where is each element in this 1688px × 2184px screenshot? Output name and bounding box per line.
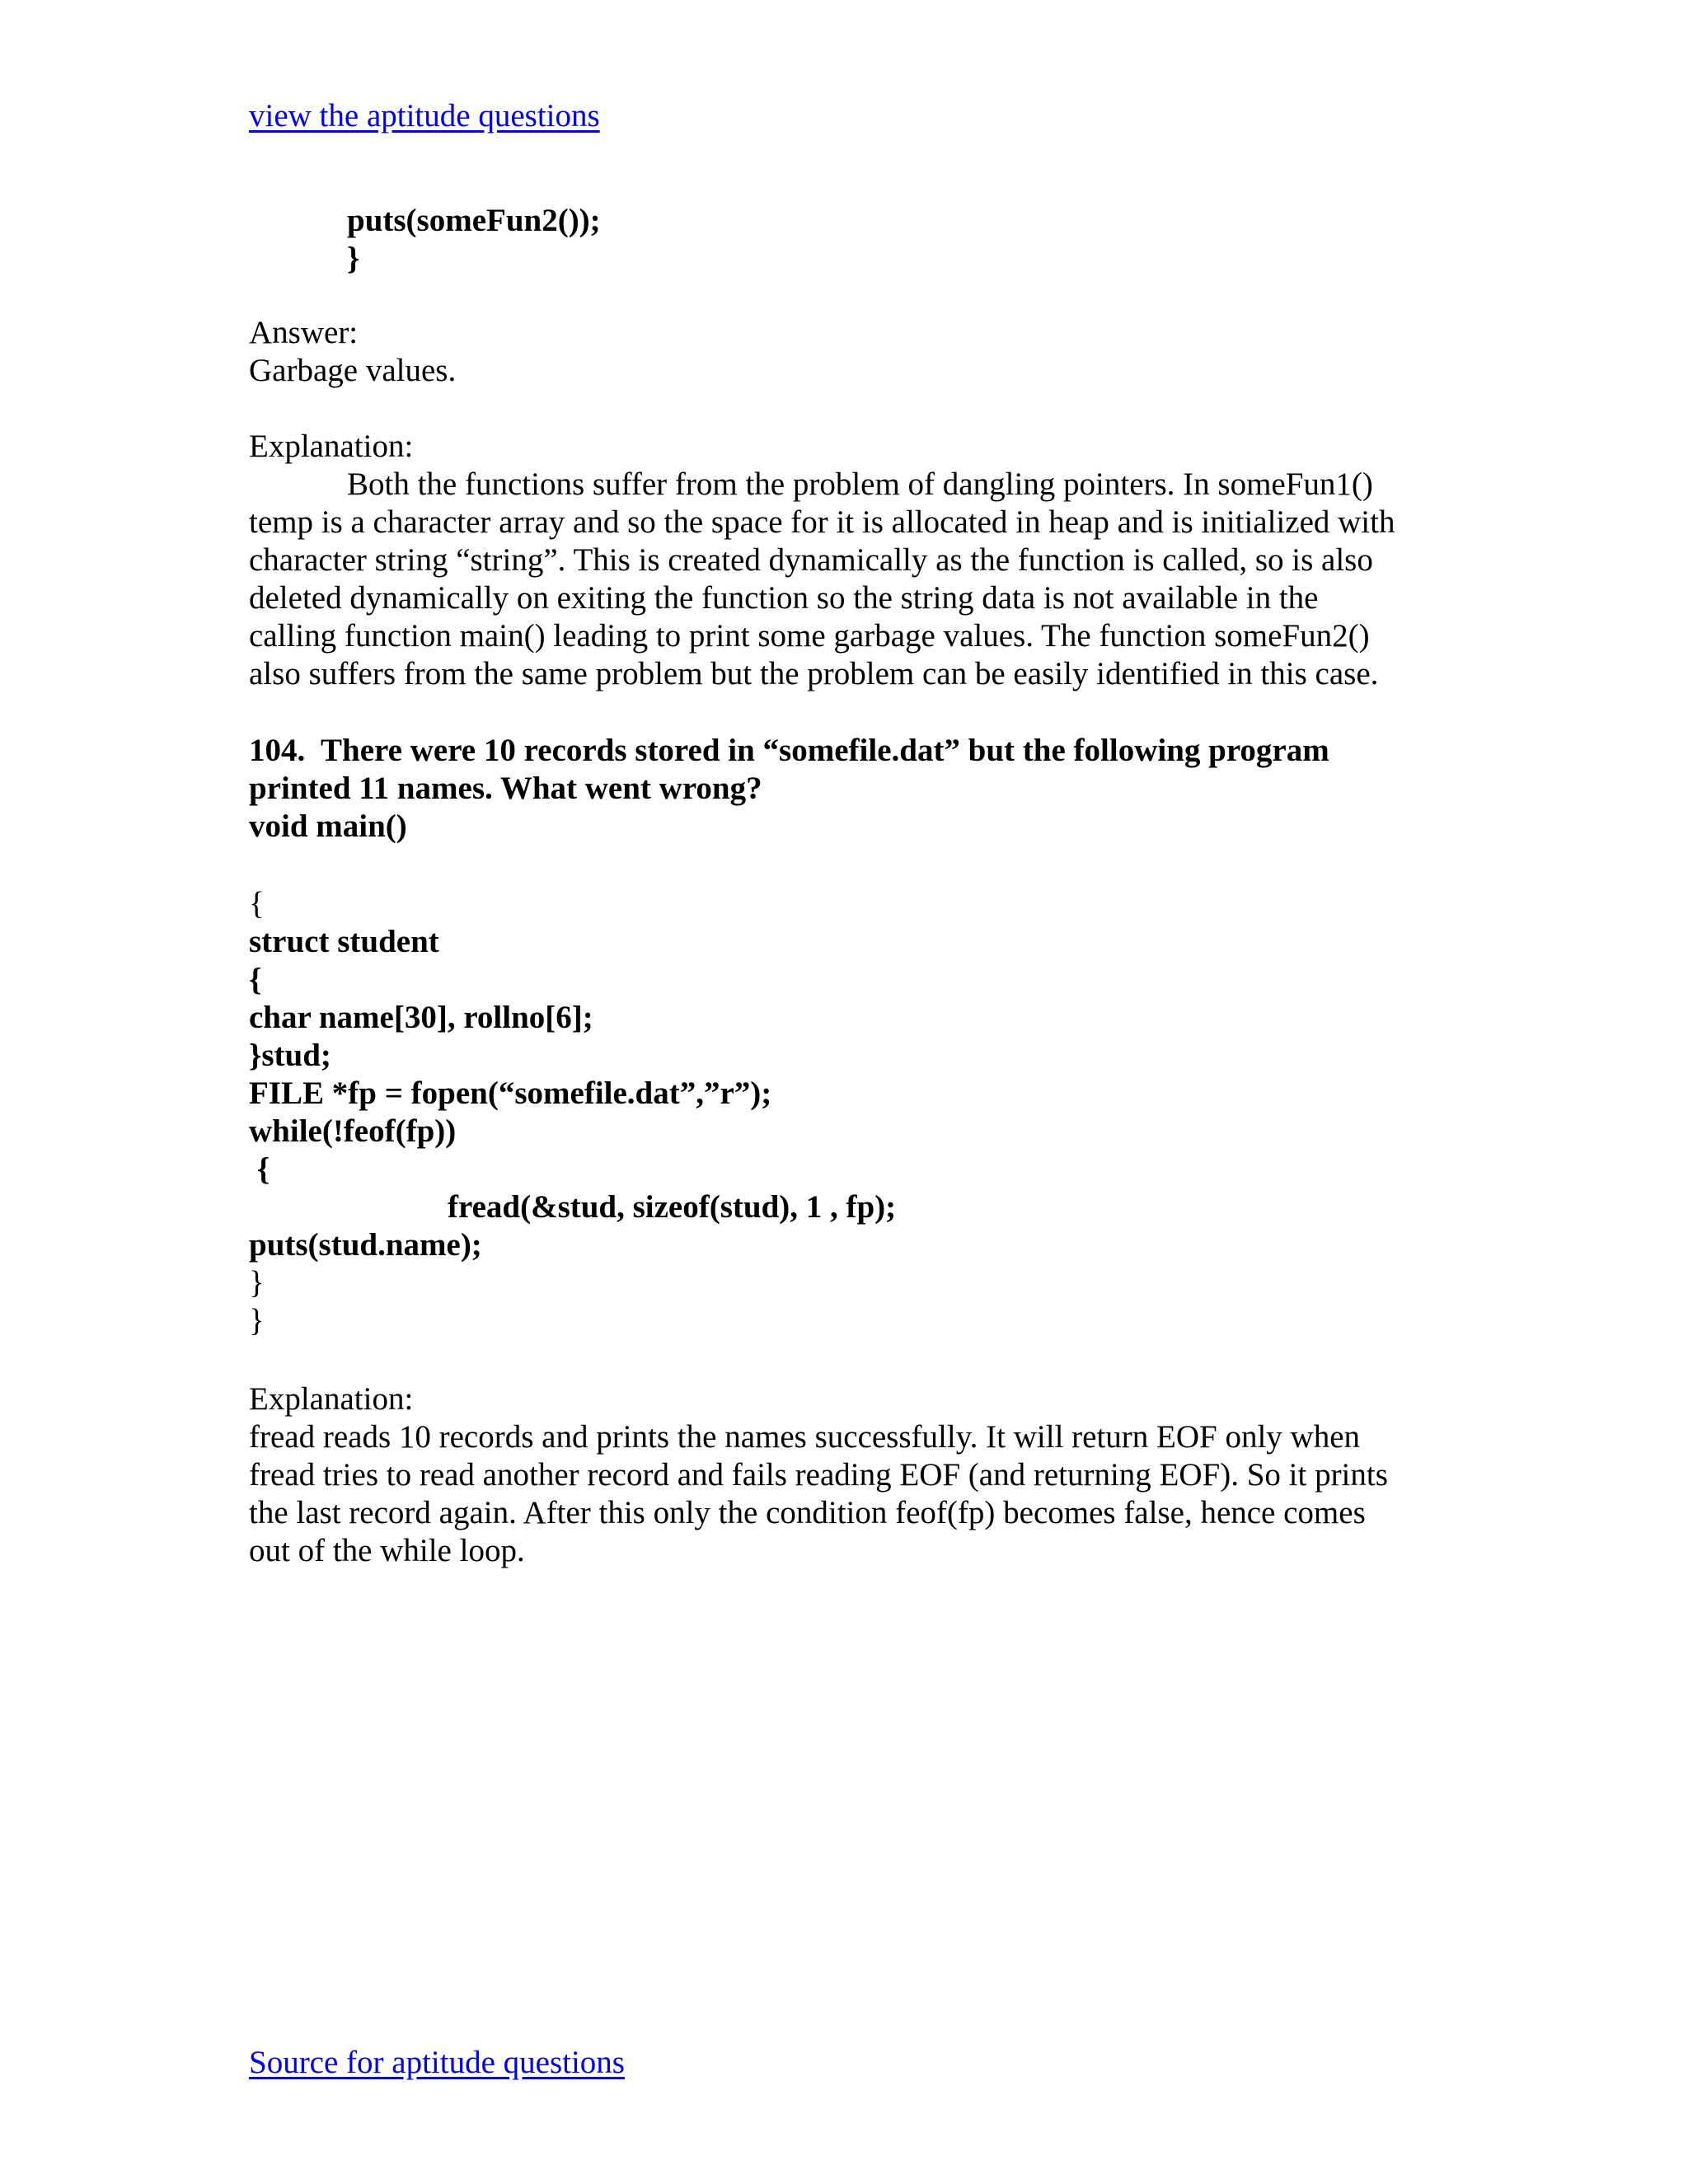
code-line: char name[30], rollno[6];: [249, 1000, 593, 1035]
source-aptitude-questions-link[interactable]: Source for aptitude questions: [249, 2045, 625, 2080]
question-104-line: void main(): [249, 808, 407, 844]
explanation-line: out of the while loop.: [249, 1533, 525, 1568]
code-line: fread(&stud, sizeof(stud), 1 , fp);: [448, 1189, 897, 1225]
explanation-line: Both the functions suffer from the problem of dangling pointers. In someFun1(): [347, 466, 1373, 502]
explanation-line: character string “string”. This is created dynamically as the function is called, so is also: [249, 542, 1373, 578]
explanation-line: also suffers from the same problem but the problem can be easily identified in this case.: [249, 656, 1379, 691]
code-line: {: [249, 962, 262, 997]
code-line: while(!feof(fp)): [249, 1113, 457, 1149]
question-104-line: printed 11 names. What went wrong?: [249, 771, 762, 806]
explanation-line: temp is a character array and so the space for it is allocated in heap and is initialized with: [249, 504, 1395, 540]
code-line: }: [249, 1265, 265, 1301]
answer-text: Garbage values.: [249, 353, 457, 388]
explanation-line: the last record again. After this only the condition feof(fp) becomes false, hence comes: [249, 1495, 1366, 1530]
question-104-line: 104. There were 10 records stored in “somefile.dat” but the following program: [249, 733, 1329, 768]
explanation-label: Explanation:: [249, 429, 414, 464]
code-line: FILE *fp = fopen(“somefile.dat”,”r”);: [249, 1076, 772, 1111]
explanation-label: Explanation:: [249, 1381, 414, 1417]
code-line: puts(stud.name);: [249, 1227, 482, 1263]
code-line: }stud;: [249, 1038, 331, 1073]
explanation-line: fread reads 10 records and prints the names successfully. It will return EOF only when: [249, 1419, 1361, 1455]
code-line: struct student: [249, 924, 439, 959]
explanation-line: calling function main() leading to print some garbage values. The function someFun2(): [249, 618, 1370, 654]
view-aptitude-questions-link[interactable]: view the aptitude questions: [249, 98, 600, 134]
code-line: }: [249, 1303, 265, 1338]
explanation-line: deleted dynamically on exiting the function so the string data is not available in the: [249, 580, 1319, 616]
code-line: {: [249, 1151, 270, 1187]
code-line: }: [347, 241, 360, 276]
code-line: {: [249, 886, 265, 921]
code-line: puts(someFun2());: [347, 203, 601, 238]
answer-label: Answer:: [249, 315, 359, 350]
explanation-line: fread tries to read another record and fails reading EOF (and returning EOF). So it prints: [249, 1457, 1388, 1493]
